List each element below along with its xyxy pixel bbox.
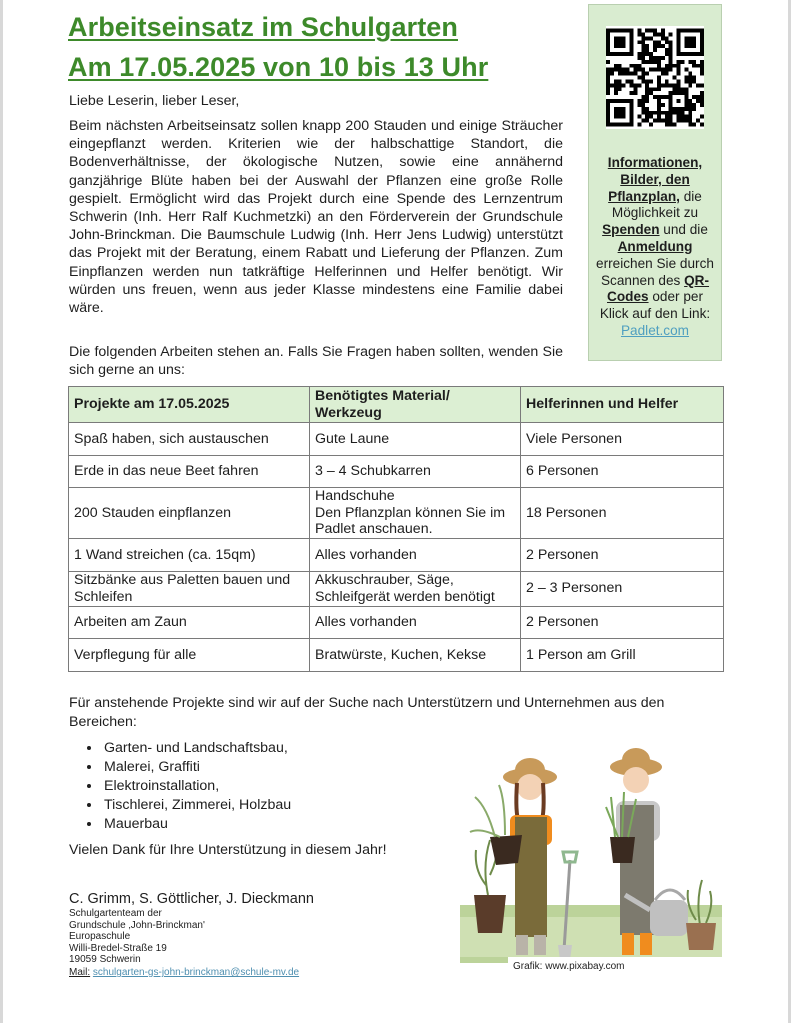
project-cell: Erde in das neue Beet fahren (69, 455, 310, 488)
page-title: Arbeitseinsatz im Schulgarten (68, 12, 458, 42)
helpers-cell: 2 Personen (521, 606, 724, 639)
list-item: • Malerei, Graffiti (102, 758, 291, 777)
address-line: Willi-Bredel-Straße 19 (69, 942, 167, 954)
project-cell: Spaß haben, sich austauschen (69, 423, 310, 456)
list-item: • Garten- und Landschaftsbau, (102, 739, 291, 758)
sidebox-text-part: die Möglichkeit zu (611, 188, 702, 221)
material-cell: Bratwürste, Kuchen, Kekse (310, 639, 521, 672)
header-projects: Projekte am 17.05.2025 (69, 387, 310, 423)
helpers-cell: 1 Person am Grill (521, 639, 724, 672)
address-block (69, 908, 205, 966)
material-cell: Akkuschrauber, Säge, Schleifgerät werden benötigt (310, 571, 521, 606)
authors: C. Grimm, S. Göttlicher, J. Dieckmann (69, 891, 314, 907)
greeting: Liebe Leserin, lieber Leser, (69, 93, 240, 109)
sidebox-text (593, 155, 717, 340)
intro-paragraph: Beim nächsten Arbeitseinsatz sollen knapp 200 Stauden und einige Sträucher eingepflanzt werden. Kriterien wie der halbschattige Standort, die Bodenverhältnisse, der ökologische Nutzen, sowie eine annähernd ganzjährige Blüte haben bei der Auswahl der Pflanzen eine große Rolle gespielt. Ermöglicht wird das Projekt durch eine Spende des Lernzentrum Schwerin (Inh. Herr Ralf Kuchmetzki) an den Förderverein der Grundschule John-Brinckman. Die Baumschule Ludwig (Inh. Herr Jens Ludwig) unterstützt das Projekt mit der Beratung, einem Rabatt und Lieferung der Pflanzen. Zum Einpflanzen werden nun tatkräftige Helferinnen und Helfer benötigt. Wir würden uns freuen, wenn aus jeder Klasse mindestens eine Familie dabei wäre. (69, 118, 563, 317)
qr-bold: QR-Codes (607, 272, 710, 305)
helpers-cell: Viele Personen (521, 423, 724, 456)
material-cell: Alles vorhanden (310, 539, 521, 572)
table-header-row (69, 387, 724, 423)
tasks-table (68, 386, 724, 672)
gardeners-illustration (460, 745, 722, 977)
helpers-cell: 6 Personen (521, 455, 724, 488)
list-item: • Tischlerei, Zimmerei, Holzbau (102, 796, 291, 815)
image-credit: Grafik: www.pixabay.com (508, 957, 725, 977)
sidebox-text-part: oder per Klick auf den Link: (599, 289, 711, 322)
address-line: Schulgartenteam der (69, 908, 162, 919)
table-row (69, 606, 724, 639)
areas-list (82, 739, 291, 834)
mail-label: Mail: (69, 967, 91, 978)
mail-link[interactable]: schulgarten-gs-john-brinckman@schule-mv.de (92, 967, 300, 978)
project-cell: 200 Stauden einpflanzen (69, 488, 310, 539)
table-row (69, 455, 724, 488)
helpers-cell: 18 Personen (521, 488, 724, 539)
table-row (69, 571, 724, 606)
table-row (69, 488, 724, 539)
project-cell: Sitzbänke aus Paletten bauen und Schleifen (69, 571, 310, 606)
event-date-title: Am 17.05.2025 von 10 bis 13 Uhr (68, 52, 489, 82)
tasks-intro-paragraph: Die folgenden Arbeiten stehen an. Falls Sie Fragen haben sollten, wenden Sie sich gerne an uns: (69, 344, 563, 379)
registration-bold: Anmeldung (617, 238, 693, 254)
material-cell: Handschuhe Den Pflanzplan können Sie im Padlet anschauen. (310, 488, 521, 539)
list-item: • Elektroinstallation, (102, 777, 291, 796)
page-edge (0, 0, 3, 1023)
address-line: Grundschule ‚John-Brinckman' (69, 919, 205, 931)
support-text: Für anstehende Projekte sind wir auf der Suche nach Unterstützern und Unternehmen aus den Bereichen: (69, 695, 665, 730)
helpers-cell: 2 Personen (521, 539, 724, 572)
header-material: Benötigtes Material/ Werkzeug (310, 387, 521, 423)
sidebox-text-part: erreichen Sie durch Scannen des (596, 255, 714, 288)
helpers-cell: 2 – 3 Personen (521, 571, 724, 606)
sidebox-text-part: und die (659, 222, 708, 238)
project-cell: Arbeiten am Zaun (69, 606, 310, 639)
info-bold: Informationen, Bilder, den Pflanzplan, (607, 155, 703, 204)
material-cell: 3 – 4 Schubkarren (310, 455, 521, 488)
project-cell: 1 Wand streichen (ca. 15qm) (69, 539, 310, 572)
mail-line (69, 967, 299, 978)
qr-code-icon[interactable] (606, 26, 704, 129)
table-row (69, 539, 724, 572)
table-row (69, 423, 724, 456)
table-row (69, 639, 724, 672)
list-item: • Mauerbau (102, 815, 291, 834)
thanks-text: Vielen Dank für Ihre Unterstützung in diesem Jahr! (69, 842, 387, 858)
material-cell: Gute Laune (310, 423, 521, 456)
address-line: 19059 Schwerin (69, 954, 141, 965)
info-sidebox (588, 4, 722, 361)
address-line: Europaschule (69, 931, 131, 942)
project-cell: Verpflegung für alle (69, 639, 310, 672)
padlet-link[interactable]: Padlet.com (620, 322, 689, 338)
donate-bold: Spenden (602, 222, 660, 238)
material-cell: Alles vorhanden (310, 606, 521, 639)
header-helpers: Helferinnen und Helfer (521, 387, 724, 423)
